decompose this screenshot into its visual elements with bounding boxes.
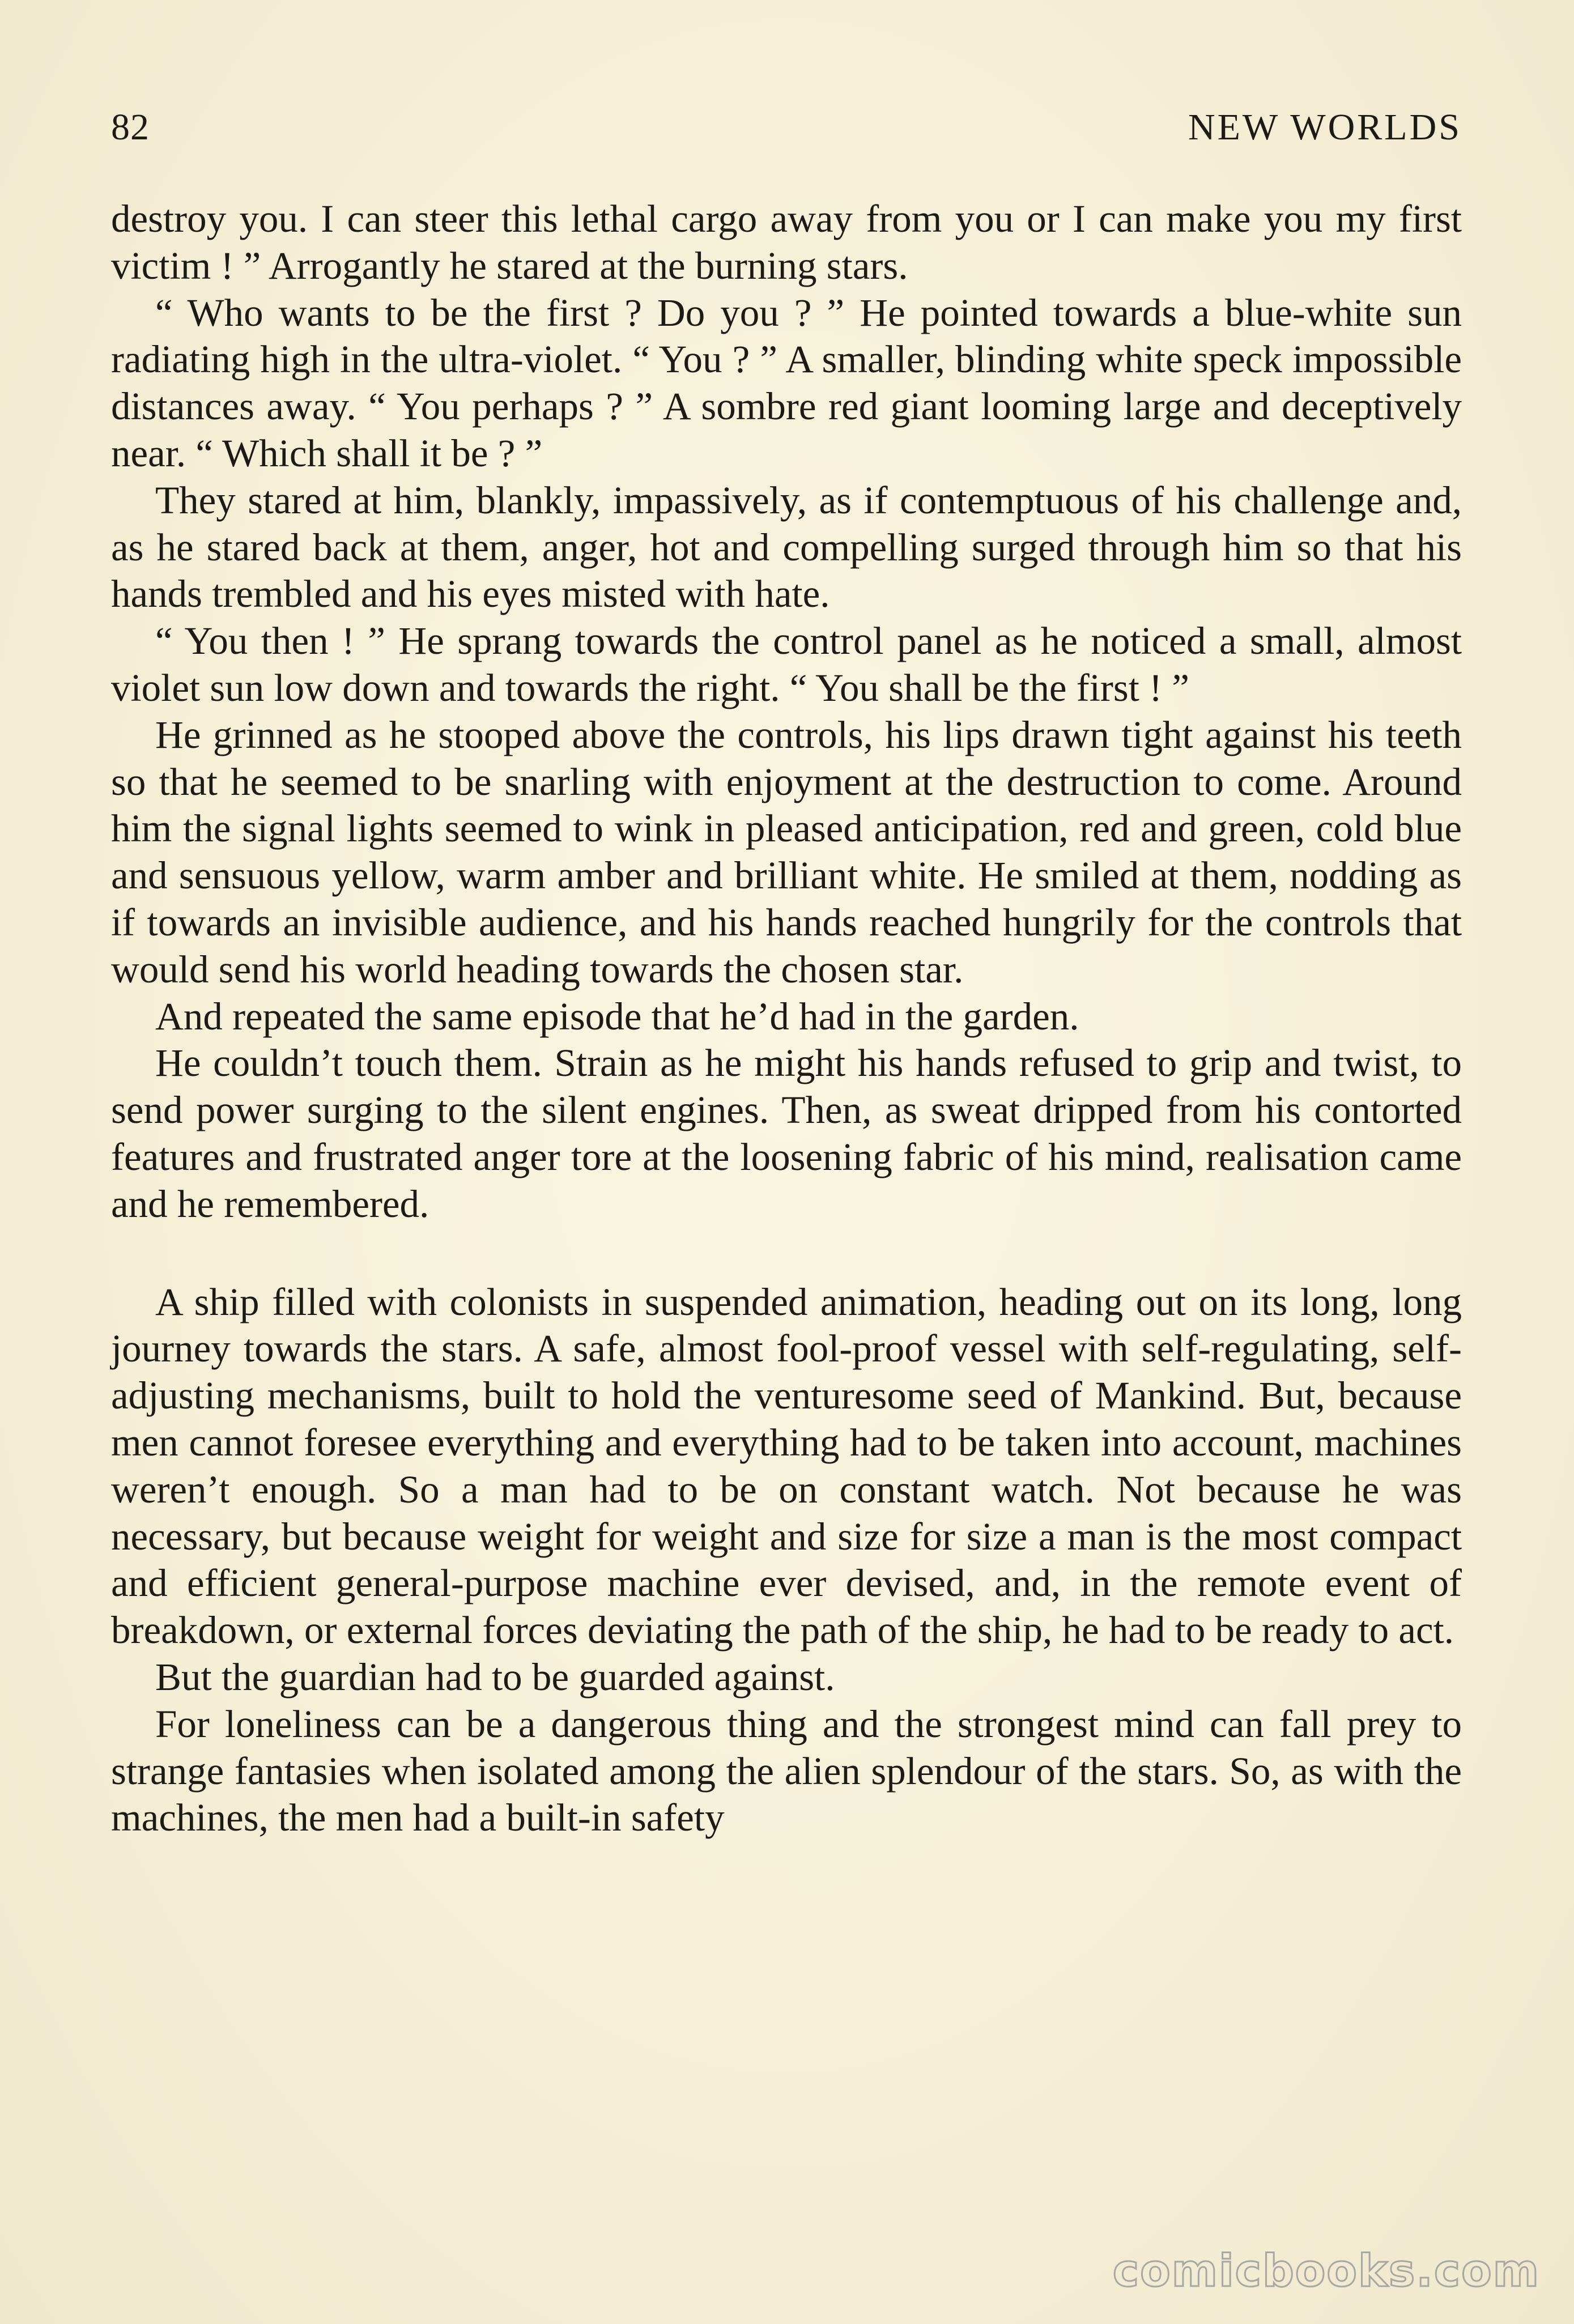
section-break (111, 1228, 1462, 1279)
page-number: 82 (111, 107, 150, 148)
paragraph: They stared at him, blankly, impassively, as if contemptuous of his challenge and, as he stared back at them, anger, hot and compelling surged through him so that his hands trembled and his eyes misted with hate. (111, 478, 1462, 616)
paragraph: He couldn’t touch them. Strain as he might his hands refused to grip and twist, to send power surging to the silent engines. Then, as sweat dripped from his contorted features and frustrated anger tore at the loosening fabric of his mind, realisation came and he remembered. (111, 1041, 1462, 1225)
paragraph: He grinned as he stooped above the controls, his lips drawn tight against his teeth so that he seemed to be snarling with enjoyment at the destruction to come. Around him the signal lights seemed to wink in pleased anticipation, red and green, cold blue and sensuous yellow, warm amber and brilliant white. He smiled at them, nodding as if towards an invisible audience, and his hands reached hungrily for the controls that would send his world heading towards the chosen star. (111, 713, 1462, 991)
body-text (111, 195, 1462, 1841)
paragraph: But the guardian had to be guarded against. (155, 1655, 835, 1699)
watermark: comicbooks.com (1112, 2246, 1540, 2297)
running-head: NEW WORLDS (1188, 107, 1462, 148)
page-header (111, 96, 1462, 159)
paragraph: And repeated the same episode that he’d had in the garden. (155, 994, 1079, 1038)
paragraph: “ You then ! ” He sprang towards the control panel as he noticed a small, almost violet sun low down and towards the right. “ You shall be the first ! ” (111, 619, 1462, 709)
paragraph: For loneliness can be a dangerous thing and the strongest mind can fall prey to strange fantasies when isolated among the alien splendour of the stars. So, as with the machines, the men had a built-in safety (111, 1702, 1462, 1840)
paragraph: destroy you. I can steer this lethal cargo away from you or I can make you my first victim ! ” Arrogantly he stared at the burning stars. (111, 197, 1462, 287)
paragraph: “ Who wants to be the first ? Do you ? ” He pointed towards a blue-white sun radiating high in the ultra-violet. “ You ? ” A smaller, blinding white speck impossible distances away. “ You perhaps ? ” A sombre red giant looming large and deceptively near. “ Which shall it be ? ” (111, 291, 1462, 475)
paragraph: A ship filled with colonists in suspended animation, heading out on its long, long journey towards the stars. A safe, almost fool-proof vessel with self-regulating, self-adjusting mechanisms, built to hold the venturesome seed of Mankind. But, because men cannot foresee everything and everything had to be taken into account, machines weren’t enough. So a man had to be on constant watch. Not because he was necessary, but because weight for weight and size for size a man is the most compact and efficient general-purpose machine ever devised, and, in the remote event of breakdown, or external forces deviating the path of the ship, he had to be ready to act. (111, 1280, 1462, 1652)
